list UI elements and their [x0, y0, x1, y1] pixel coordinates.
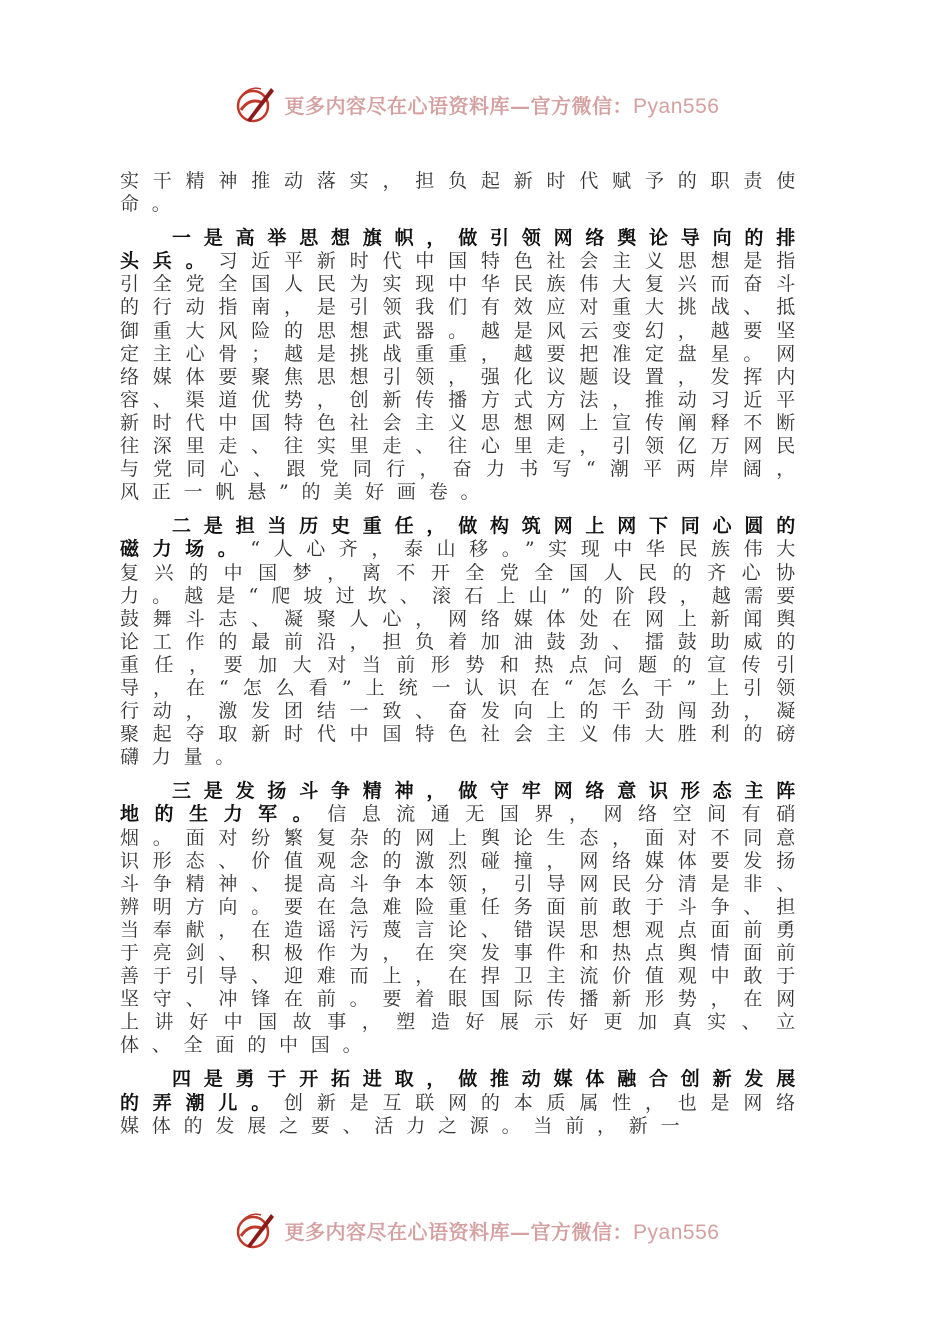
document-body: [120, 170, 808, 1149]
banner-wechat-id: Pyan556: [633, 94, 720, 118]
footer-banner-text: 更多内容尽在心语资料库—官方微信：Pyan556: [284, 1219, 720, 1244]
paragraph-point-4: 四是勇于开拓进取，做推动媒体融合创新发展的弄潮儿。创新是互联网的本质属性，也是网络媒体的发展之要、活力之源。当前，新一: [120, 1068, 809, 1137]
banner-text: 更多内容尽在心语资料库—官方微信：Pyan556: [284, 93, 720, 118]
pen-logo-icon: [231, 80, 279, 128]
paragraph-intro: 实干精神推动落实，担负起新时代赋予的职责使命。: [120, 170, 808, 216]
paragraph-point-3: 三是发扬斗争精神，做守牢网络意识形态主阵地的生力军。信息流通无国界，网络空间有硝烟。面对纷繁复杂的网上舆论生态，面对不同意识形态、价值观念的激烈碰撞，网络媒体要发扬斗争精神、提高斗争本领，引导网民分清是非、辨明方向。要在急难险重任务面前敢于斗争、担当奉献，在造谣污蔑言论、错误思想观点面前勇于亮剑、积极作为，在突发事件和热点舆情面前善于引导、迎难而上，在捍卫主流价值观中敢于坚守、冲锋在前。要着眼国际传播新形势，在网上讲好中国故事，塑造好展示好更加真实、立体、全面的中国。: [120, 780, 809, 1057]
pen-logo-icon: [231, 1206, 279, 1254]
point-3-heading: 三是发扬斗争精神，做守牢网络意识形态主阵地的生力军。: [120, 780, 809, 826]
header-banner: [0, 78, 950, 130]
point-1-heading: 一是高举思想旗帜，做引领网络舆论导向的排头兵。: [120, 227, 809, 273]
point-4-heading: 四是勇于开拓进取，做推动媒体融合创新发展的弄潮儿。: [120, 1068, 809, 1114]
point-2-heading: 二是担当历史重任，做构筑网上网下同心圆的磁力场。: [120, 515, 809, 561]
paragraph-point-2: 二是担当历史重任，做构筑网上网下同心圆的磁力场。“人心齐，泰山移。”实现中华民族伟大复兴的中国梦，离不开全党全国人民的齐心协力。越是“爬坡过坎、滚石上山”的阶段，越需要鼓舞斗志、凝聚人心，网络媒体处在网上新闻舆论工作的最前沿，担负着加油鼓劲、擂鼓助威的重任，要加大对当前形势和热点问题的宣传引导，在“怎么看”上统一认识在“怎么干”上引领行动，激发团结一致、奋发向上的干劲闯劲，凝聚起夺取新时代中国特色社会主义伟大胜利的磅礴力量。: [120, 515, 809, 769]
footer-banner: [0, 1204, 950, 1256]
footer-wechat-id: Pyan556: [633, 1220, 720, 1244]
paragraph-point-1: 一是高举思想旗帜，做引领网络舆论导向的排头兵。习近平新时代中国特色社会主义思想是指引全党全国人民为实现中华民族伟大复兴而奋斗的行动指南，是引领我们有效应对重大挑战、抵御重大风险的思想武器。越是风云变幻，越要坚定主心骨；越是挑战重重，越要把准定盘星。网络媒体要聚焦思想引领，强化议题设置，发挥内容、渠道优势，创新传播方式方法，推动习近平新时代中国特色社会主义思想网上宣传阐释不断往深里走、往实里走、往心里走，引领亿万网民与党同心、跟党同行，奋力书写“潮平两岸阔，风正一帆悬”的美好画卷。: [120, 227, 809, 504]
